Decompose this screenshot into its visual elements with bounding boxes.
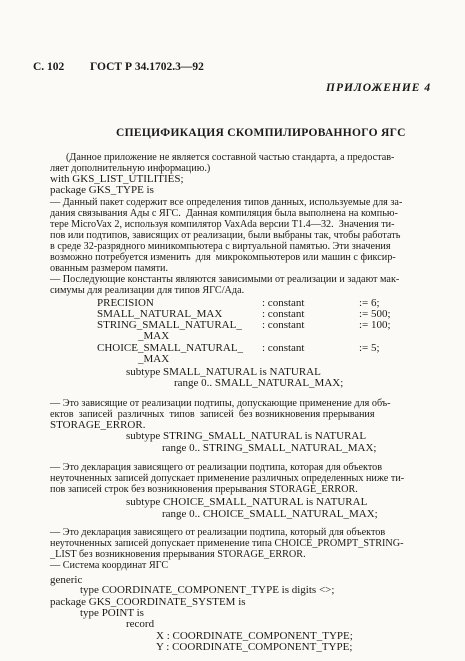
body-line: симумы для реализации для типов ЯГС/Ада. <box>50 285 245 296</box>
constant-kind: : constant <box>262 308 305 320</box>
constant-value: := 500; <box>359 308 391 320</box>
body-line: — Данный пакет содержит все определения типов данных, используемые для за- <box>50 197 403 208</box>
code-line: subtype CHOICE_SMALL_NATURAL is NATURAL <box>126 496 368 508</box>
comment-line: пов записей строк без возникновения прерывания STORAGE_ERROR. <box>50 484 358 495</box>
comment-line: _LIST без возникновения прерывания STORAGE_ERROR. <box>50 549 306 560</box>
standard-number: ГОСТ Р 34.1702.3—92 <box>90 61 204 73</box>
code-line: type COORDINATE_COMPONENT_TYPE is digits <>; <box>80 584 335 596</box>
comment-line: STORAGE_ERROR. <box>50 419 146 431</box>
constant-value: := 5; <box>359 342 380 354</box>
comment-line: — Система координат ЯГС <box>50 560 169 571</box>
code-line: with GKS_LIST_UTILITIES; <box>50 173 184 185</box>
constant-kind: : constant <box>262 342 305 354</box>
constant-name: SMALL_NATURAL_MAX <box>97 308 223 320</box>
comment-line: — Это зависящие от реализации подтипы, допускающие применение для объ- <box>50 398 391 409</box>
constant-name: STRING_SMALL_NATURAL_ <box>97 319 242 331</box>
code-line: type POINT is <box>80 607 144 619</box>
body-line: дания связывания Ады с ЯГС. Данная компиляция была выполнена на компью- <box>50 208 398 219</box>
comment-line: неуточненных записей допускает применение различных определенных ниже ти- <box>50 473 405 484</box>
constant-kind: : constant <box>262 319 305 331</box>
code-line: Y : COORDINATE_COMPONENT_TYPE; <box>156 641 353 653</box>
constant-name: PRECISION <box>97 297 154 309</box>
code-line: package GKS_COORDINATE_SYSTEM is <box>50 596 246 608</box>
comment-line: ектов записей различных типов записей без возникновения прерывания <box>50 409 375 420</box>
page-title: СПЕЦИФИКАЦИЯ СКОМПИЛИРОВАННОГО ЯГС <box>116 127 406 139</box>
page-number: С. 102 <box>33 61 65 73</box>
body-line: тере MicroVax 2, используя компилятор VaxAda версии Т1.4—32. Значения ти- <box>50 219 395 230</box>
constant-value: := 100; <box>359 319 391 331</box>
body-line: в среде 32-разрядного миникомпьютера с виртуальной памятью. Эти значения <box>50 241 391 252</box>
constant-value: := 6; <box>359 297 380 309</box>
constant-name: _MAX <box>138 353 170 365</box>
code-line: generic <box>50 574 83 586</box>
code-line: subtype STRING_SMALL_NATURAL is NATURAL <box>126 430 367 442</box>
body-line: (Данное приложение не является составной частью стандарта, а предостав- <box>66 152 395 163</box>
constant-kind: : constant <box>262 297 305 309</box>
body-line: — Последующие константы являются зависимыми от реализации и задают мак- <box>50 274 400 285</box>
code-line: package GKS_TYPE is <box>50 184 154 196</box>
appendix-label: ПРИЛОЖЕНИЕ 4 <box>326 82 432 94</box>
constant-name: CHOICE_SMALL_NATURAL_ <box>97 342 244 354</box>
code-line: range 0.. CHOICE_SMALL_NATURAL_MAX; <box>162 508 378 520</box>
body-line: пов или подтипов, зависящих от реализации, были выбраны так, чтобы работать <box>50 230 401 241</box>
body-line: ованным размером памяти. <box>50 263 169 274</box>
code-line: subtype SMALL_NATURAL is NATURAL <box>126 366 321 378</box>
code-line: record <box>126 618 155 630</box>
comment-line: неуточненных записей допускает применение типа CHOICE_PROMPT_STRING- <box>50 538 404 549</box>
code-line: range 0.. STRING_SMALL_NATURAL_MAX; <box>162 442 377 454</box>
comment-line: — Это декларация зависящего от реализации подтипа, который для объектов <box>50 527 386 538</box>
code-line: X : COORDINATE_COMPONENT_TYPE; <box>156 630 353 642</box>
body-line: ляет дополнительную информацию.) <box>50 163 211 174</box>
code-line: range 0.. SMALL_NATURAL_MAX; <box>174 377 344 389</box>
body-line: возможно потребуется изменить для микрокомпьютеров или машин с фиксир- <box>50 252 396 263</box>
comment-line: — Это декларация зависящего от реализации подтипа, которая для объектов <box>50 462 383 473</box>
constant-name: _MAX <box>138 330 170 342</box>
